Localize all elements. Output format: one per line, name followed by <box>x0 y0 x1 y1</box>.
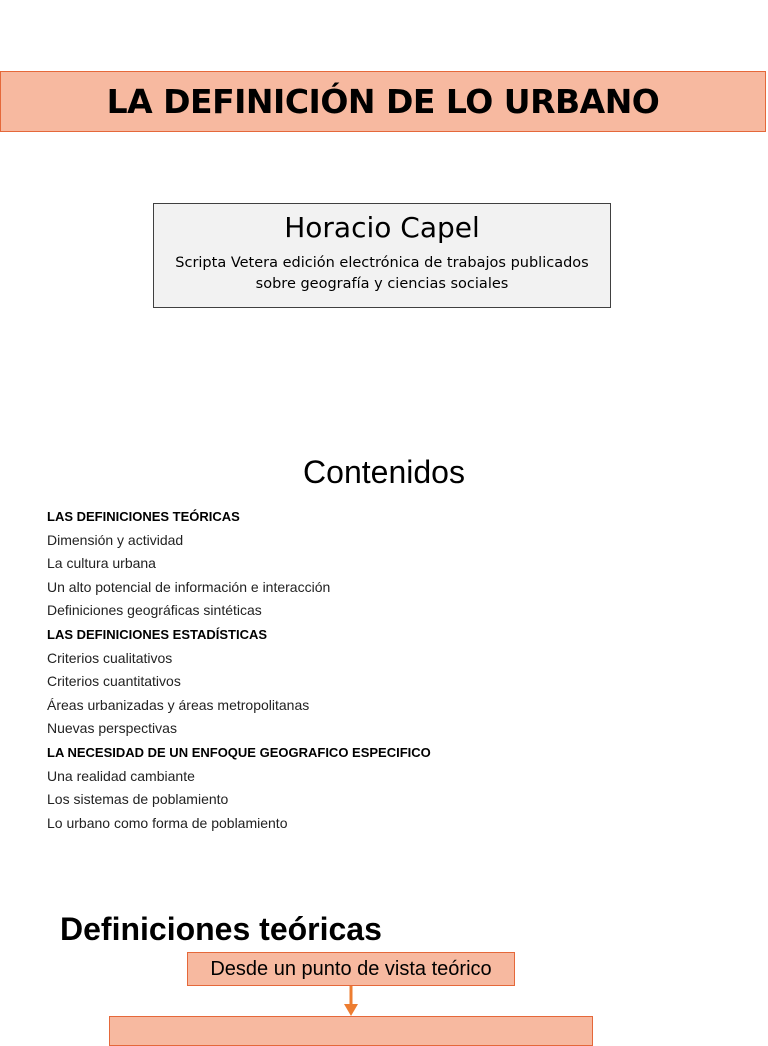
subtitle-line-2: sobre geografía y ciencias sociales <box>255 276 509 292</box>
subtitle-line-1: Scripta Vetera edición electrónica de trabajos publicados <box>175 255 589 271</box>
table-of-contents <box>47 505 431 835</box>
section-heading: Definiciones teóricas <box>60 911 382 947</box>
toc-item: Una realidad cambiante <box>47 767 195 784</box>
toc-item: Áreas urbanizadas y áreas metropolitanas <box>47 696 310 713</box>
toc-item: Criterios cualitativos <box>47 649 173 666</box>
title-banner <box>0 71 766 132</box>
toc-item: Un alto potencial de información e interacción <box>47 578 331 595</box>
toc-item: Los sistemas de poblamiento <box>47 791 229 808</box>
toc-item: Nuevas perspectivas <box>47 720 177 737</box>
toc-item: Dimensión y actividad <box>47 531 184 548</box>
toc-item: La cultura urbana <box>47 555 156 572</box>
author-box <box>153 203 611 308</box>
contents-heading: Contenidos <box>303 454 465 490</box>
toc-section-heading: LAS DEFINICIONES TEÓRICAS <box>47 509 240 524</box>
publication-subtitle <box>154 253 610 295</box>
page-title: LA DEFINICIÓN DE LO URBANO <box>106 82 660 121</box>
toc-item: Lo urbano como forma de poblamiento <box>47 814 288 831</box>
viewpoint-box: Desde un punto de vista teórico <box>187 952 515 986</box>
toc-item: Definiciones geográficas sintéticas <box>47 602 262 619</box>
toc-section-heading: LAS DEFINICIONES ESTADÍSTICAS <box>47 626 268 642</box>
toc-section-heading: LA NECESIDAD DE UN ENFOQUE GEOGRAFICO ESPECIFICO <box>47 744 431 760</box>
down-arrow-icon <box>341 986 361 1018</box>
author-name: Horacio Capel <box>284 211 480 244</box>
next-concept-box <box>109 1016 593 1046</box>
toc-item: Criterios cuantitativos <box>47 673 181 690</box>
